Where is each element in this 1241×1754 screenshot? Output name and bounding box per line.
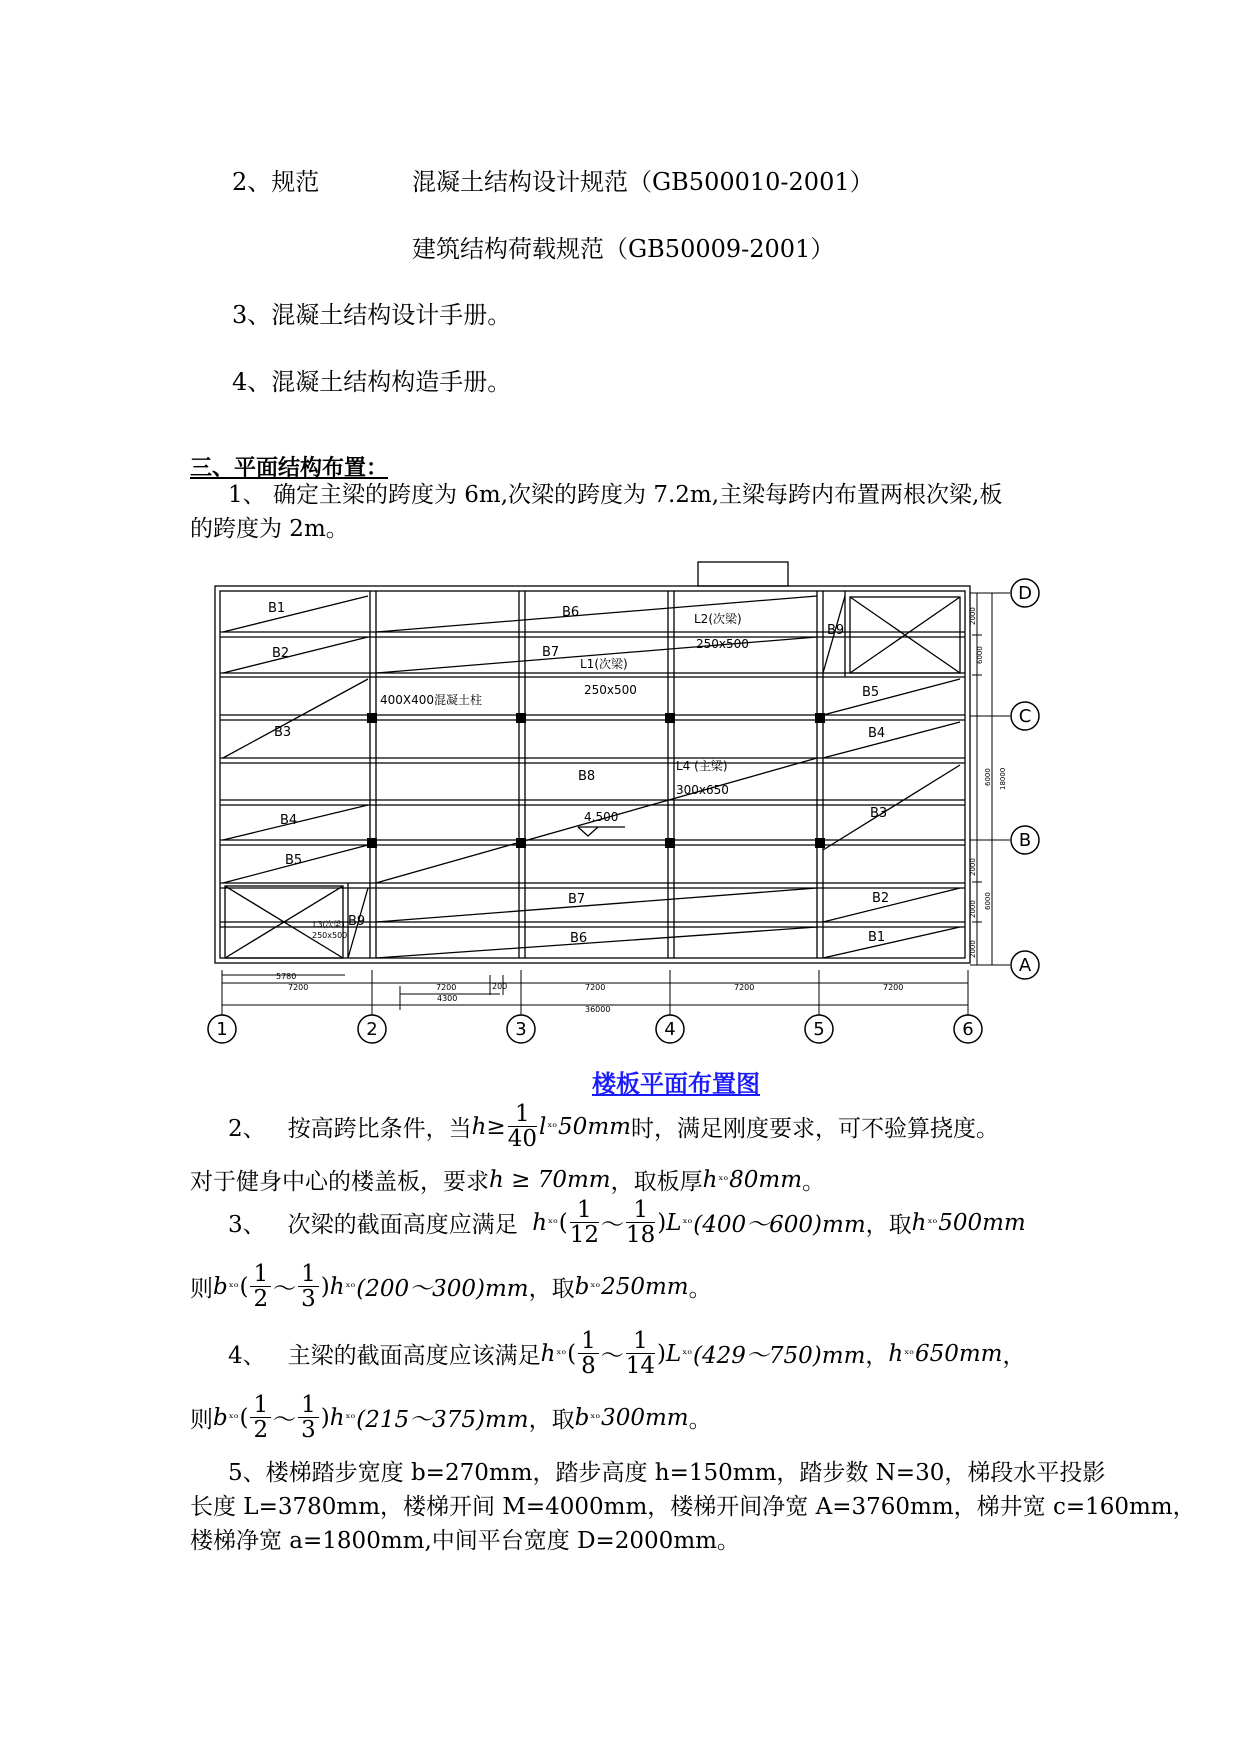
- p4-text: 主梁的截面高度应该满足: [287, 1343, 541, 1369]
- beam-l2-label: L2(次梁): [694, 612, 742, 626]
- ref-item2-label: 2、规范: [232, 168, 320, 196]
- p4b-val: 300mm: [601, 1404, 689, 1431]
- formula-p3: 3、 次梁的截面高度应满足 h ˣᵒ ( $\frac{1}{12}$ ～ $\frac{1}{18}$ ) L ˣᵒ (400～600)mm ，取 h ˣᵒ 500mm: [228, 1197, 1026, 1248]
- p4b-b: b: [213, 1404, 228, 1431]
- p2b-text2: ，取板厚: [610, 1169, 703, 1195]
- p3-val: 500mm: [938, 1209, 1026, 1236]
- p3b-f1-den: 2: [253, 1286, 269, 1312]
- p4b-f1-den: 2: [253, 1417, 269, 1443]
- p3b-tilde: ～: [273, 1276, 297, 1302]
- formula-p2b: [190, 1163, 825, 1196]
- p3-tilde: ～: [601, 1212, 625, 1238]
- p4b-take: ，取: [528, 1407, 575, 1433]
- slab-b9-top: B9: [827, 623, 845, 638]
- p2-text1: 按高跨比条件，当: [287, 1116, 472, 1142]
- p4-approx: ˣᵒ: [556, 1346, 567, 1361]
- p4b-approx-2: ˣᵒ: [345, 1410, 356, 1425]
- beam-l4-size: 300x650: [676, 783, 729, 797]
- formula-p4: 4、 主梁的截面高度应该满足 h ˣᵒ ( $\frac{1}{8}$ ～ $\frac{1}{14}$ ) L ˣᵒ (429～750)mm ， h ˣᵒ 650mm ，: [228, 1328, 1026, 1379]
- p2b-h: h: [702, 1166, 718, 1193]
- axis-6: 6: [962, 1019, 974, 1040]
- p4-approx-2: ˣᵒ: [682, 1346, 693, 1361]
- p3-L: L: [666, 1209, 682, 1236]
- beam-l1-label: L1(次梁): [580, 657, 628, 671]
- slab-b4-right: B4: [868, 726, 886, 741]
- p2-l: l: [538, 1113, 547, 1140]
- p2-fraction: [508, 1102, 537, 1151]
- para1-line2: 的跨度为 2m。: [190, 516, 349, 542]
- slab-b1-top: B1: [268, 601, 286, 616]
- beam-l1-size: 250x500: [584, 683, 637, 697]
- p2-h: h: [471, 1113, 487, 1140]
- p3-approx-3: ˣᵒ: [927, 1215, 938, 1230]
- dim-7200-e: 7200: [883, 983, 904, 992]
- p4b-approx: ˣᵒ: [228, 1410, 239, 1425]
- p2b-val: 80mm: [729, 1166, 803, 1193]
- p4-num: 4、: [228, 1343, 266, 1369]
- p4-fraction-1: [578, 1329, 599, 1378]
- p4b-range: (215～375)mm: [356, 1407, 529, 1433]
- p4-tilde: ～: [600, 1343, 624, 1369]
- slab-b6-top: B6: [562, 605, 580, 620]
- p3-fraction-2: [626, 1198, 655, 1247]
- p3-range: (400～600)mm: [693, 1212, 866, 1238]
- p3-f1-den: 12: [569, 1222, 600, 1248]
- axis-a: A: [1018, 955, 1032, 976]
- para1-line1: 1、 确定主梁的跨度为 6m,次梁的跨度为 7.2m,主梁每跨内布置两根次梁,板: [228, 482, 1003, 508]
- axis-4: 4: [664, 1019, 676, 1040]
- section-title: 三、平面结构布置：: [190, 455, 389, 481]
- p2-approx: ˣᵒ: [547, 1119, 558, 1134]
- p4b-f1-num: 1: [250, 1393, 271, 1418]
- p3b-end: 。: [688, 1276, 712, 1302]
- p2-val: 50mm: [558, 1113, 631, 1140]
- dim-5780: 5780: [276, 972, 297, 981]
- p3b-f2-den: 3: [301, 1286, 316, 1312]
- slab-b3-left: B3: [274, 725, 292, 740]
- p3-f2-den: 18: [626, 1222, 656, 1248]
- axis-d: D: [1018, 583, 1032, 604]
- p4-h2: h: [888, 1340, 904, 1367]
- p4-f1-num: 1: [578, 1329, 599, 1354]
- p3b-b2: b: [574, 1273, 590, 1300]
- p3-h2: h: [911, 1209, 927, 1236]
- dim-r-2000-c: 2000: [969, 858, 977, 876]
- axis-b: B: [1018, 830, 1032, 851]
- p3b-f2-num: 1: [298, 1262, 319, 1287]
- p4-fraction-2: [626, 1329, 655, 1378]
- stairs-line1: 5、楼梯踏步宽度 b=270mm，踏步高度 h=150mm，踏步数 N=30，梯段水平投影: [228, 1460, 1106, 1486]
- beam-l4-label: L4 (主梁): [676, 759, 728, 773]
- p3b-b: b: [213, 1273, 228, 1300]
- slab-b2-right: B2: [872, 891, 890, 906]
- p3b-approx-2: ˣᵒ: [345, 1279, 356, 1294]
- slab-b5-right: B5: [862, 685, 880, 700]
- slab-b3-right: B3: [870, 806, 888, 821]
- slab-b9-bottom: B9: [348, 914, 366, 929]
- p4b-f2-den: 3: [301, 1417, 316, 1443]
- column-label: 400X400混凝土柱: [380, 693, 483, 707]
- slab-b1-right: B1: [868, 930, 886, 945]
- p4-range: (429～750)mm: [693, 1343, 866, 1369]
- ref-item3: 3、混凝土结构设计手册。: [232, 301, 512, 329]
- p4b-fraction-1: [250, 1393, 271, 1442]
- p4b-approx-3: ˣᵒ: [590, 1410, 601, 1425]
- p3-f2-num: 1: [626, 1198, 655, 1223]
- p3b-approx: ˣᵒ: [228, 1279, 239, 1294]
- p3-h: h: [532, 1209, 548, 1236]
- p2-frac-num: 1: [508, 1102, 537, 1127]
- p4-approx-3: ˣᵒ: [904, 1346, 914, 1361]
- dim-4300: 4300: [437, 994, 458, 1003]
- ref-concrete-code: 混凝土结构设计规范（GB500010-2001）: [412, 168, 874, 196]
- p3-f1-num: 1: [570, 1198, 599, 1223]
- p4-val: 650mm: [914, 1340, 1003, 1367]
- slab-b4-left: B4: [280, 813, 298, 828]
- figure-caption: 楼板平面布置图: [592, 1069, 760, 1098]
- p3-num: 3、: [228, 1212, 266, 1238]
- formula-p2: [228, 1102, 999, 1151]
- axis-2: 2: [366, 1019, 378, 1040]
- beam-l3-size: 250x500: [312, 931, 348, 940]
- dim-r-2000-d: 2000: [969, 607, 977, 625]
- p2b-expr: h ≥ 70mm: [489, 1166, 611, 1193]
- p3b-approx-3: ˣᵒ: [590, 1279, 601, 1294]
- dim-7200-c: 7200: [585, 983, 606, 992]
- axis-c: C: [1018, 706, 1032, 727]
- p4b-end: 。: [688, 1407, 712, 1433]
- p2-ge: ≥: [486, 1113, 506, 1140]
- p2b-approx: ˣᵒ: [718, 1172, 729, 1187]
- p3b-range: (200～300)mm: [356, 1276, 529, 1302]
- dim-200: 200: [492, 982, 508, 991]
- p4b-b2: b: [574, 1404, 590, 1431]
- slab-b7-bottom: B7: [568, 892, 586, 907]
- p3b-fraction-1: [250, 1262, 271, 1311]
- p3b-f1-num: 1: [250, 1262, 271, 1287]
- p3-approx: ˣᵒ: [548, 1215, 558, 1230]
- p3-approx-2: ˣᵒ: [682, 1215, 693, 1230]
- p3b-take: ，取: [528, 1276, 575, 1302]
- stairs-line3: 楼梯净宽 a=1800mm,中间平台宽度 D=2000mm。: [190, 1528, 740, 1554]
- p4b-f2-num: 1: [298, 1393, 319, 1418]
- dim-r-6000-a: 6000: [984, 892, 992, 910]
- slab-b2-top: B2: [272, 646, 290, 661]
- p3-text: 次梁的截面高度应满足: [287, 1212, 518, 1238]
- p2-text2: 时，满足刚度要求，可不验算挠度。: [630, 1116, 999, 1142]
- dim-7200-b: 7200: [436, 983, 457, 992]
- p4-f2-den: 14: [625, 1353, 656, 1379]
- dim-7200-a: 7200: [288, 983, 309, 992]
- p2-num: 2、: [228, 1116, 266, 1142]
- p3b-then: 则: [190, 1276, 213, 1302]
- dim-36000: 36000: [585, 1005, 611, 1014]
- slab-b7-top: B7: [542, 645, 560, 660]
- p3b-h: h: [329, 1273, 345, 1300]
- dim-r-2000-b: 2000: [969, 900, 977, 918]
- formula-p4b: 则 b ˣᵒ ( $\frac{1}{2}$ ～ $\frac{1}{3}$ ) h ˣᵒ (215～375)mm ，取 b ˣᵒ 300mm 。: [190, 1392, 712, 1443]
- p4b-then: 则: [190, 1407, 213, 1433]
- p2b-text1: 对于健身中心的楼盖板，要求: [190, 1169, 489, 1195]
- p4-f1-den: 8: [581, 1353, 596, 1379]
- p4b-h: h: [329, 1404, 345, 1431]
- dim-r-2000-a: 2000: [969, 940, 977, 958]
- axis-1: 1: [216, 1019, 228, 1040]
- p3-fraction-1: [570, 1198, 599, 1247]
- formula-p3b: 则 b ˣᵒ ( $\frac{1}{2}$ ～ $\frac{1}{3}$ ) h ˣᵒ (200～300)mm ，取 b ˣᵒ 250mm 。: [190, 1261, 712, 1312]
- beam-l3-label: L3(次梁): [313, 920, 345, 929]
- p4-f2-num: 1: [626, 1329, 655, 1354]
- p2b-end: 。: [802, 1169, 826, 1195]
- elevation-label: 4.500: [584, 810, 619, 824]
- slab-b5-left: B5: [285, 853, 303, 868]
- p4-L: L: [666, 1340, 682, 1367]
- p4-h: h: [540, 1340, 556, 1367]
- axis-5: 5: [813, 1019, 825, 1040]
- p4-end: ，: [1002, 1343, 1026, 1369]
- p3b-fraction-2: [298, 1262, 319, 1311]
- p4-sep: ，: [865, 1343, 889, 1369]
- p3-take: ，取: [865, 1212, 912, 1238]
- dim-r-6000-c: 6000: [976, 646, 984, 664]
- slab-b8: B8: [578, 769, 596, 784]
- p3b-val: 250mm: [601, 1273, 689, 1300]
- stairs-line2: 长度 L=3780mm，楼梯开间 M=4000mm，楼梯开间净宽 A=3760mm，梯井宽 c=160mm，: [190, 1494, 1196, 1520]
- dim-7200-d: 7200: [734, 983, 755, 992]
- slab-b6-bottom: B6: [570, 931, 588, 946]
- p4b-fraction-2: [298, 1393, 319, 1442]
- dim-r-6000-b: 6000: [984, 768, 992, 786]
- axis-3: 3: [515, 1019, 527, 1040]
- beam-l2-size: 250x500: [696, 637, 749, 651]
- ref-load-code: 建筑结构荷载规范（GB50009-2001）: [412, 235, 835, 263]
- dim-r-18000: 18000: [999, 767, 1007, 790]
- p4b-tilde: ～: [273, 1407, 297, 1433]
- p2-frac-den: 40: [507, 1126, 537, 1152]
- ref-item4: 4、混凝土结构构造手册。: [232, 368, 512, 396]
